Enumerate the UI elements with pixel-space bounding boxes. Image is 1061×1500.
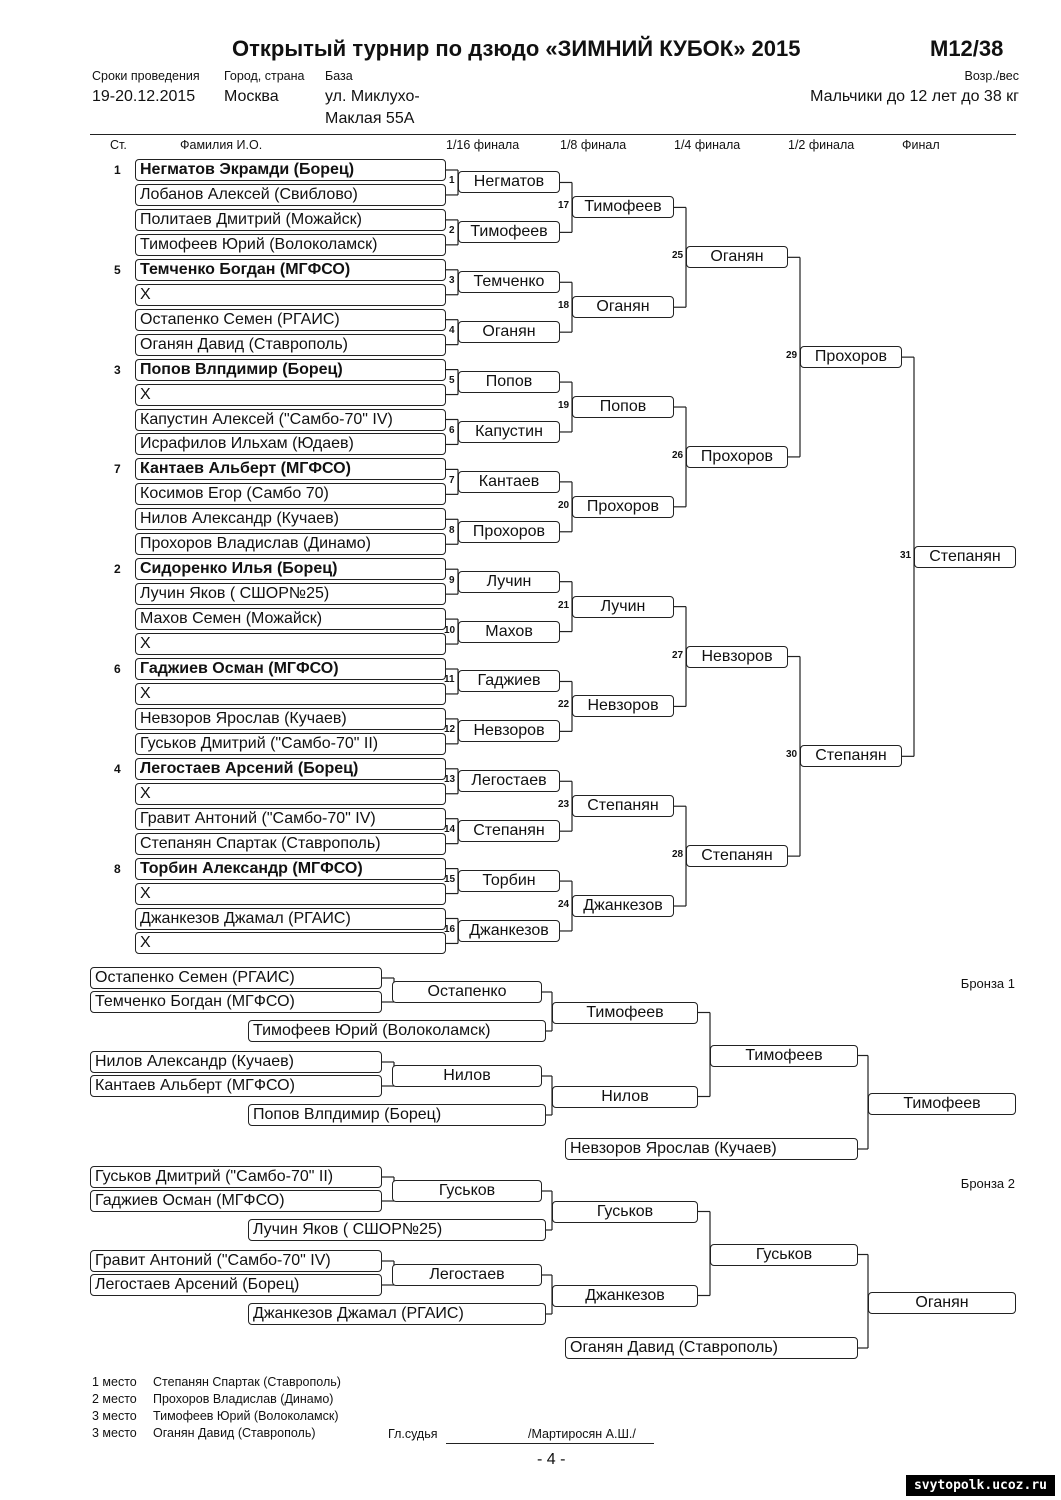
match-number: 9 xyxy=(449,574,455,586)
bronze-entry: Легостаев Арсений (Борец) xyxy=(90,1274,382,1296)
result-place: 3 место xyxy=(92,1409,137,1423)
entry-21: Гаджиев Осман (МГФСО) xyxy=(135,658,446,680)
match-1-winner: Негматов xyxy=(458,171,560,193)
result-name: Оганян Давид (Ставрополь) xyxy=(153,1426,316,1440)
match-number: 7 xyxy=(449,474,455,486)
seed-number: 2 xyxy=(114,562,121,577)
dates-label: Сроки проведения xyxy=(92,69,200,83)
match-30-winner: Степанян xyxy=(800,745,902,767)
result-place: 3 место xyxy=(92,1426,137,1440)
match-18-winner: Оганян xyxy=(572,296,674,318)
entry-1: Негматов Экрамди (Борец) xyxy=(135,159,446,181)
entry-9: Попов Влпдимир (Борец) xyxy=(135,359,446,381)
match-15-winner: Торбин xyxy=(458,870,560,892)
match-number: 17 xyxy=(558,200,570,212)
match-number: 30 xyxy=(786,749,798,761)
bronze1-label: Бронза 1 xyxy=(960,976,1015,991)
category-label: Возр./вес xyxy=(964,69,1019,83)
bronze-semifinal-winner: Тимофеев xyxy=(710,1045,858,1067)
bronze-match-winner: Джанкезов xyxy=(552,1285,698,1307)
entry-32: X xyxy=(135,932,446,954)
page-number: - 4 - xyxy=(537,1451,566,1468)
judge-label: Гл.судья xyxy=(388,1427,438,1441)
bronze-entry: Темченко Богдан (МГФСО) xyxy=(90,991,382,1013)
match-26-winner: Прохоров xyxy=(686,446,788,468)
seed-number: 3 xyxy=(114,362,121,377)
result-place: 1 место xyxy=(92,1375,137,1389)
bronze-winner: Оганян xyxy=(868,1292,1016,1314)
bronze-entry: Тимофеев Юрий (Волоколамск) xyxy=(248,1020,546,1042)
seed-number: 1 xyxy=(114,163,121,177)
match-number: 4 xyxy=(449,325,455,337)
bronze-entry: Лучин Яков ( СШОР№25) xyxy=(248,1219,546,1241)
judge-name: /Мартиросян А.Ш./ xyxy=(528,1427,636,1441)
category-value: Мальчики до 12 лет до 38 кг xyxy=(810,88,1019,105)
match-number: 25 xyxy=(672,250,684,262)
entry-11: Капустин Алексей ("Самбо-70" IV) xyxy=(135,409,446,431)
match-number: 24 xyxy=(558,899,570,911)
match-number: 20 xyxy=(558,499,570,511)
match-number: 12 xyxy=(444,724,456,736)
entry-27: Гравит Антоний ("Самбо-70" IV) xyxy=(135,808,446,830)
bronze-match-winner: Нилов xyxy=(552,1086,698,1108)
match-21-winner: Лучин xyxy=(572,596,674,618)
bronze-match-winner: Нилов xyxy=(392,1065,542,1087)
entry-17: Сидоренко Илья (Борец) xyxy=(135,558,446,580)
entry-23: Невзоров Ярослав (Кучаев) xyxy=(135,708,446,730)
match-20-winner: Прохоров xyxy=(572,496,674,518)
match-13-winner: Легостаев xyxy=(458,770,560,792)
seed-number: 5 xyxy=(114,262,121,277)
match-6-winner: Капустин xyxy=(458,421,560,443)
seed-number: 8 xyxy=(114,861,121,876)
col-r16: 1/16 финала xyxy=(446,138,520,152)
bronze-match-winner: Гуськов xyxy=(392,1180,542,1202)
col-r8: 1/8 финала xyxy=(560,138,627,152)
entry-31: Джанкезов Джамал (РГАИС) xyxy=(135,908,446,930)
seed-number: 4 xyxy=(114,761,121,776)
signature-line xyxy=(446,1443,654,1444)
match-8-winner: Прохоров xyxy=(458,521,560,543)
city-label: Город, страна xyxy=(224,69,305,83)
bronze-entry: Оганян Давид (Ставрополь) xyxy=(565,1337,858,1359)
base-value-line2: Маклая 55А xyxy=(325,110,415,127)
col-name: Фамилия И.О. xyxy=(180,138,263,152)
entry-29: Торбин Александр (МГФСО) xyxy=(135,858,446,880)
match-number: 27 xyxy=(672,649,684,661)
col-r4: 1/4 финала xyxy=(674,138,741,152)
match-number: 5 xyxy=(449,375,455,387)
entry-8: Оганян Давид (Ставрополь) xyxy=(135,334,446,356)
match-number: 21 xyxy=(558,599,570,611)
match-number: 3 xyxy=(449,275,455,287)
entry-20: X xyxy=(135,633,446,655)
entry-14: Косимов Егор (Самбо 70) xyxy=(135,483,446,505)
col-r2: 1/2 финала xyxy=(788,138,855,152)
match-number: 10 xyxy=(444,624,456,636)
bronze-entry: Невзоров Ярослав (Кучаев) xyxy=(565,1138,858,1160)
match-22-winner: Невзоров xyxy=(572,695,674,717)
match-19-winner: Попов xyxy=(572,396,674,418)
entry-25: Легостаев Арсений (Борец) xyxy=(135,758,446,780)
dates-value: 19-20.12.2015 xyxy=(92,88,196,105)
entry-19: Махов Семен (Можайск) xyxy=(135,608,446,630)
base-label: База xyxy=(325,69,353,83)
match-29-winner: Прохоров xyxy=(800,346,902,368)
bronze-entry: Кантаев Альберт (МГФСО) xyxy=(90,1075,382,1097)
match-number: 13 xyxy=(444,774,456,786)
entry-18: Лучин Яков ( СШОР№25) xyxy=(135,583,446,605)
entry-6: X xyxy=(135,284,446,306)
match-number: 28 xyxy=(672,849,684,861)
entry-13: Кантаев Альберт (МГФСО) xyxy=(135,458,446,480)
base-value-line1: ул. Миклухо- xyxy=(325,88,420,105)
entry-5: Темченко Богдан (МГФСО) xyxy=(135,259,446,281)
match-number: 19 xyxy=(558,400,570,412)
match-10-winner: Махов xyxy=(458,621,560,643)
match-number: 22 xyxy=(558,699,570,711)
match-number: 8 xyxy=(449,524,455,536)
match-2-winner: Тимофеев xyxy=(458,221,560,243)
match-number: 26 xyxy=(672,449,684,461)
entry-12: Исрафилов Ильхам (Юдаев) xyxy=(135,433,446,455)
match-number: 15 xyxy=(444,874,456,886)
match-number: 31 xyxy=(900,549,912,561)
col-st: Ст. xyxy=(110,138,127,152)
match-12-winner: Невзоров xyxy=(458,720,560,742)
entry-16: Прохоров Владислав (Динамо) xyxy=(135,533,446,555)
bronze-semifinal-winner: Гуськов xyxy=(710,1244,858,1266)
match-9-winner: Лучин xyxy=(458,571,560,593)
match-number: 23 xyxy=(558,799,570,811)
result-name: Прохоров Владислав (Динамо) xyxy=(153,1392,334,1406)
match-number: 18 xyxy=(558,300,570,312)
match-number: 11 xyxy=(444,674,455,686)
match-17-winner: Тимофеев xyxy=(572,196,674,218)
city-value: Москва xyxy=(224,88,279,105)
page-title: Открытый турнир по дзюдо «ЗИМНИЙ КУБОК» 2015 xyxy=(232,36,801,61)
entry-24: Гуськов Дмитрий ("Самбо-70" II) xyxy=(135,733,446,755)
category-code: М12/38 xyxy=(930,36,1004,61)
bronze-entry: Нилов Александр (Кучаев) xyxy=(90,1051,382,1073)
match-number: 1 xyxy=(449,175,455,187)
match-25-winner: Оганян xyxy=(686,246,788,268)
entry-28: Степанян Спартак (Ставрополь) xyxy=(135,833,446,855)
bronze-entry: Попов Влпдимир (Борец) xyxy=(248,1104,546,1126)
match-16-winner: Джанкезов xyxy=(458,920,560,942)
bronze-entry: Джанкезов Джамал (РГАИС) xyxy=(248,1303,546,1325)
bronze-entry: Остапенко Семен (РГАИС) xyxy=(90,967,382,989)
bronze-match-winner: Тимофеев xyxy=(552,1002,698,1024)
bronze-entry: Гаджиев Осман (МГФСО) xyxy=(90,1190,382,1212)
match-4-winner: Оганян xyxy=(458,321,560,343)
watermark: svytopolk.ucoz.ru xyxy=(906,1475,1055,1496)
result-place: 2 место xyxy=(92,1392,137,1406)
match-11-winner: Гаджиев xyxy=(458,670,560,692)
bronze-winner: Тимофеев xyxy=(868,1093,1016,1115)
match-number: 29 xyxy=(786,350,798,362)
result-name: Тимофеев Юрий (Волоколамск) xyxy=(153,1409,339,1423)
seed-number: 6 xyxy=(114,662,121,676)
entry-2: Лобанов Алексей (Свиблово) xyxy=(135,184,446,206)
match-number: 6 xyxy=(449,424,455,436)
match-5-winner: Попов xyxy=(458,371,560,393)
bronze2-label: Бронза 2 xyxy=(960,1176,1015,1191)
match-23-winner: Степанян xyxy=(572,795,674,817)
match-7-winner: Кантаев xyxy=(458,471,560,493)
match-31-winner: Степанян xyxy=(914,546,1016,568)
match-27-winner: Невзоров xyxy=(686,646,788,668)
match-number: 2 xyxy=(449,225,455,237)
entry-22: X xyxy=(135,683,446,705)
bronze-entry: Гравит Антоний ("Самбо-70" IV) xyxy=(90,1250,382,1272)
bronze-entry: Гуськов Дмитрий ("Самбо-70" II) xyxy=(90,1166,382,1188)
match-number: 16 xyxy=(444,923,456,935)
entry-15: Нилов Александр (Кучаев) xyxy=(135,508,446,530)
entry-30: X xyxy=(135,883,446,905)
result-name: Степанян Спартак (Ставрополь) xyxy=(153,1375,341,1389)
entry-10: X xyxy=(135,384,446,406)
entry-26: X xyxy=(135,783,446,805)
entry-3: Политаев Дмитрий (Можайск) xyxy=(135,209,446,231)
match-24-winner: Джанкезов xyxy=(572,895,674,917)
match-number: 14 xyxy=(444,824,456,836)
entry-4: Тимофеев Юрий (Волоколамск) xyxy=(135,234,446,256)
seed-number: 7 xyxy=(114,462,121,477)
match-3-winner: Темченко xyxy=(458,271,560,293)
entry-7: Остапенко Семен (РГАИС) xyxy=(135,309,446,331)
match-28-winner: Степанян xyxy=(686,845,788,867)
col-final: Финал xyxy=(902,138,940,152)
match-14-winner: Степанян xyxy=(458,820,560,842)
bronze-match-winner: Легостаев xyxy=(392,1264,542,1286)
bronze-match-winner: Гуськов xyxy=(552,1201,698,1223)
bronze-match-winner: Остапенко xyxy=(392,981,542,1003)
